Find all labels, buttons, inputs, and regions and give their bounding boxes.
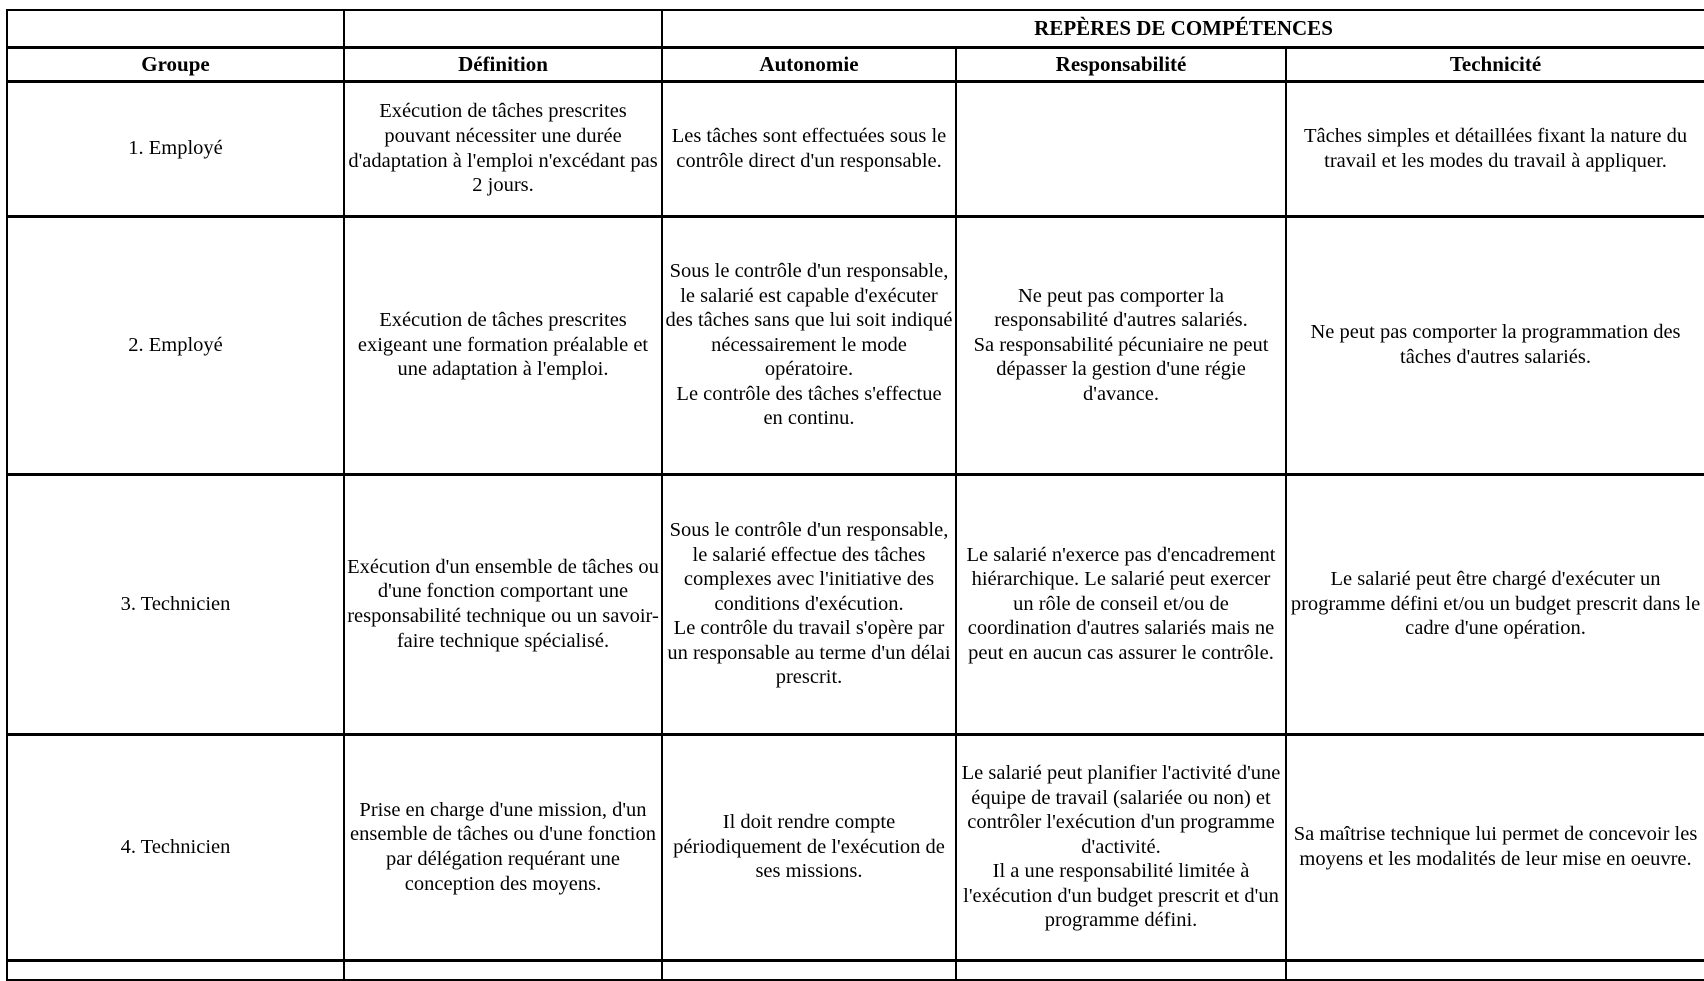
technicite-cell [1286,474,1704,734]
groupe-cell [7,734,344,960]
definition-text: Exécution de tâches prescrites exigeant une formation préalable et une adaptation à l'emploi. [357,309,649,381]
column-header-responsabilite: Responsabilité [956,47,1286,81]
groupe-text: 2. Employé [128,333,223,356]
responsabilite-cell [956,734,1286,960]
column-header-definition: Définition [344,47,662,81]
definition-cell [344,216,662,474]
groupe-cell [7,960,344,980]
technicite-cell [1286,81,1704,216]
technicite-text: Le salarié peut être chargé d'exécuter un programme défini et/ou un budget prescrit dans le cadre d'une opération. [1290,568,1701,640]
autonomie-text: Les tâches sont effectuées sous le contrôle direct d'un responsable. [671,124,947,172]
table-row [7,734,1704,960]
responsabilite-cell [956,960,1286,980]
responsabilite-text: Le salarié n'exerce pas d'encadrement hiérarchique. Le salarié peut exercer un rôle de conseil et/ou de coordination d'autres salariés mais ne peut en aucun cas assurer le contrôle. [966,543,1276,664]
groupe-cell [7,474,344,734]
competences-header: REPÈRES DE COMPÉTENCES [662,10,1704,47]
autonomie-cell [662,81,956,216]
autonomie-cell [662,216,956,474]
responsabilite-cell [956,81,1286,216]
definition-text: Exécution d'un ensemble de tâches ou d'une fonction comportant une responsabilité technique ou un savoir-faire technique spécialisé. [347,555,659,652]
definition-cell [344,734,662,960]
competences-table [6,9,1704,981]
column-header-groupe: Groupe [7,47,344,81]
groupe-cell [7,216,344,474]
table-row [7,216,1704,474]
technicite-text: Ne peut pas comporter la programmation des tâches d'autres salariés. [1310,321,1681,368]
responsabilite-cell [956,474,1286,734]
definition-cell [344,960,662,980]
super-header-groupe-cell [7,10,344,47]
autonomie-text: Sous le contrôle d'un responsable, le salarié effectue des tâches complexes avec l'initiative des conditions d'exécution. Le contrôle du travail s'opère par un responsable au terme d'un délai prescrit. [667,518,951,689]
autonomie-text: Il doit rendre compte périodiquement de l'exécution de ses missions. [673,811,945,883]
super-header-row [7,10,1704,47]
column-header-technicite: Technicité [1286,47,1704,81]
column-header-row [7,47,1704,81]
technicite-cell [1286,216,1704,474]
table-row [7,474,1704,734]
table-row-partial [7,960,1704,980]
groupe-text: 3. Technicien [120,592,231,615]
definition-cell [344,81,662,216]
table-row [7,81,1704,216]
column-header-autonomie: Autonomie [662,47,956,81]
autonomie-cell [662,960,956,980]
technicite-cell [1286,734,1704,960]
groupe-text: 4. Technicien [120,835,231,858]
technicite-cell [1286,960,1704,980]
super-header-definition-cell [344,10,662,47]
groupe-text: 1. Employé [128,137,223,160]
autonomie-text: Sous le contrôle d'un responsable, le salarié est capable d'exécuter des tâches sans que lui soit indiqué nécessairement le mode opératoire. Le contrôle des tâches s'effectue en continu. [665,259,953,430]
responsabilite-text: Ne peut pas comporter la responsabilité d'autres salariés. Sa responsabilité pécuniaire ne peut dépasser la gestion d'une régie d'avance. [973,284,1269,405]
autonomie-cell [662,474,956,734]
technicite-text: Tâches simples et détaillées fixant la nature du travail et les modes du travail à appliquer. [1303,124,1688,172]
responsabilite-text: Le salarié peut planifier l'activité d'une équipe de travail (salariée ou non) et contrôler l'exécution d'un programme d'activité. Il a une responsabilité limitée à l'exécution d'un budget prescrit et d'un programme défini. [961,761,1281,932]
autonomie-cell [662,734,956,960]
definition-text: Prise en charge d'une mission, d'un ensemble de tâches ou d'une fonction par délégation requérant une conception des moyens. [350,798,656,895]
definition-cell [344,474,662,734]
definition-text: Exécution de tâches prescrites pouvant nécessiter une durée d'adaptation à l'emploi n'excédant pas 2 jours. [348,100,658,197]
responsabilite-cell [956,216,1286,474]
technicite-text: Sa maîtrise technique lui permet de concevoir les moyens et les modalités de leur mise en oeuvre. [1293,823,1698,870]
groupe-cell [7,81,344,216]
